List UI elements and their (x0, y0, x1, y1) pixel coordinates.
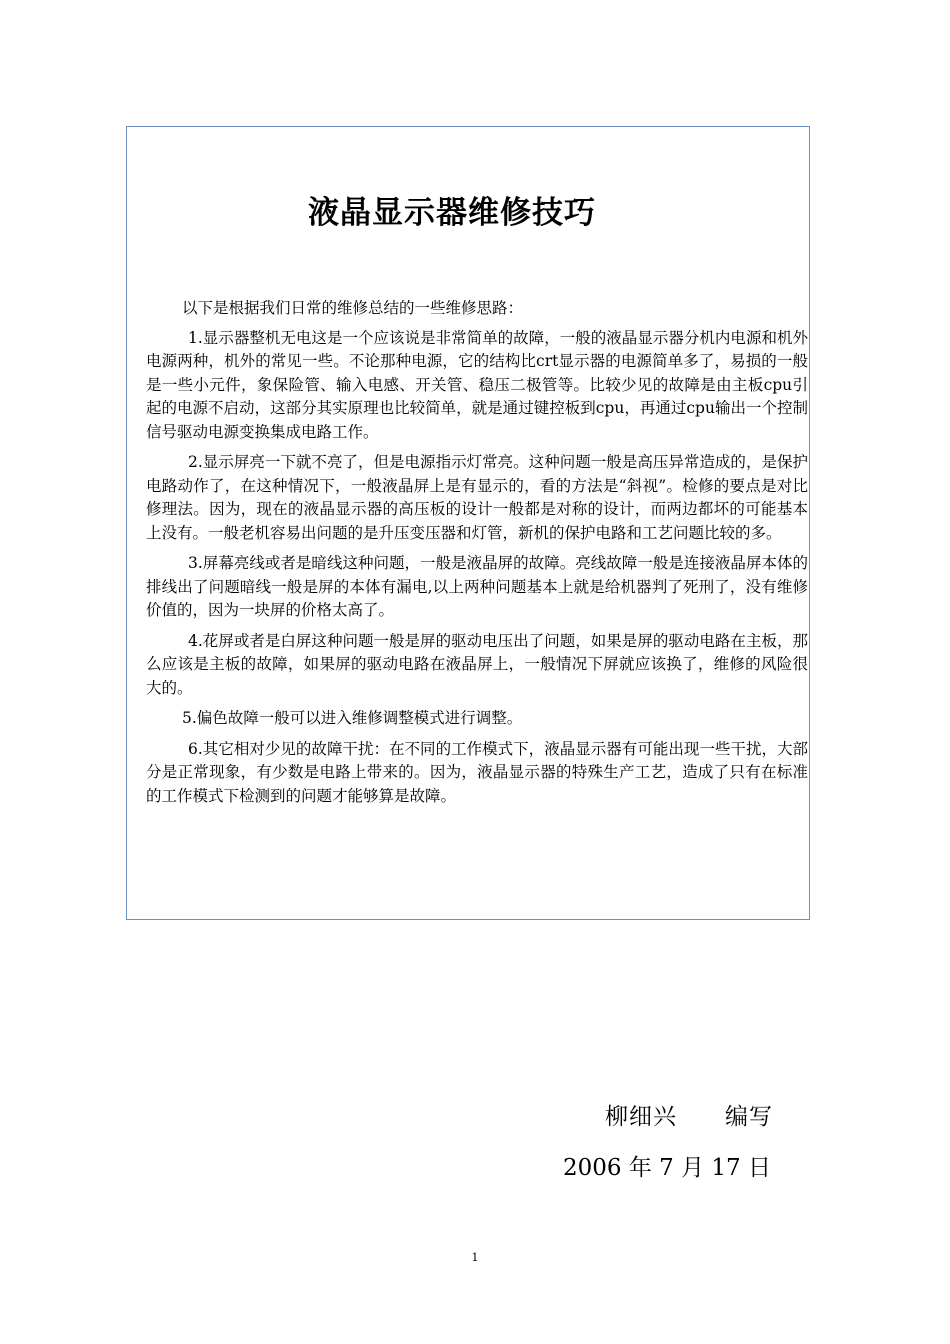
tip-paragraph-1: 1.显示器整机无电这是一个应该说是非常简单的故障，一般的液晶显示器分机内电源和机外电源两种，机外的常见一些。不论那种电源，它的结构比crt显示器的电源简单多了，易损的一般是一些小元件，象保险管、输入电感、开关管、稳压二极管等。比较少见的故障是由主板cpu引起的电源不启动，这部分其实原理也比较简单，就是通过键控板到cpu，再通过cpu输出一个控制信号驱动电源变换集成电路工作。 (146, 328, 808, 441)
page-number: 1 (471, 1251, 479, 1264)
author-line: 柳细兴 编写 (605, 1104, 773, 1130)
intro-paragraph: 以下是根据我们日常的维修总结的一些维修思路： (182, 299, 524, 317)
date-line: 2006 年 7 月 17 日 (563, 1155, 771, 1181)
tip-paragraph-4: 4.花屏或者是白屏这种问题一般是屏的驱动电压出了问题，如果是屏的驱动电路在主板，那么应该是主板的故障，如果屏的驱动电路在液晶屏上，一般情况下屏就应该换了，维修的风险很大的。 (146, 631, 808, 697)
tip-paragraph-6: 6.其它相对少见的故障干扰：在不同的工作模式下，液晶显示器有可能出现一些干扰，大部分是正常现象，有少数是电路上带来的。因为，液晶显示器的特殊生产工艺，造成了只有在标准的工作模式下检测到的问题才能够算是故障。 (146, 739, 808, 805)
tip-paragraph-3: 3.屏幕亮线或者是暗线这种问题，一般是液晶屏的故障。亮线故障一般是连接液晶屏本体的排线出了问题暗线一般是屏的本体有漏电,以上两种问题基本上就是给机器判了死刑了，没有维修价值的，因为一块屏的价格太高了。 (146, 554, 808, 619)
tip-paragraph-2: 2.显示屏亮一下就不亮了，但是电源指示灯常亮。这种问题一般是高压异常造成的，是保护电路动作了，在这种情况下，一般液晶屏上是有显示的，看的方法是“斜视”。检修的要点是对比修理法。因为，现在的液晶显示器的高压板的设计一般都是对称的设计，而两边都坏的可能基本上没有。一般老机容易出问题的是升压变压器和灯管，新机的保护电路和工艺问题比较的多。 (146, 453, 808, 542)
document-title: 液晶显示器维修技巧 (308, 195, 596, 231)
document-body (146, 297, 808, 815)
tip-paragraph-5: 5.偏色故障一般可以进入维修调整模式进行调整。 (182, 709, 523, 727)
